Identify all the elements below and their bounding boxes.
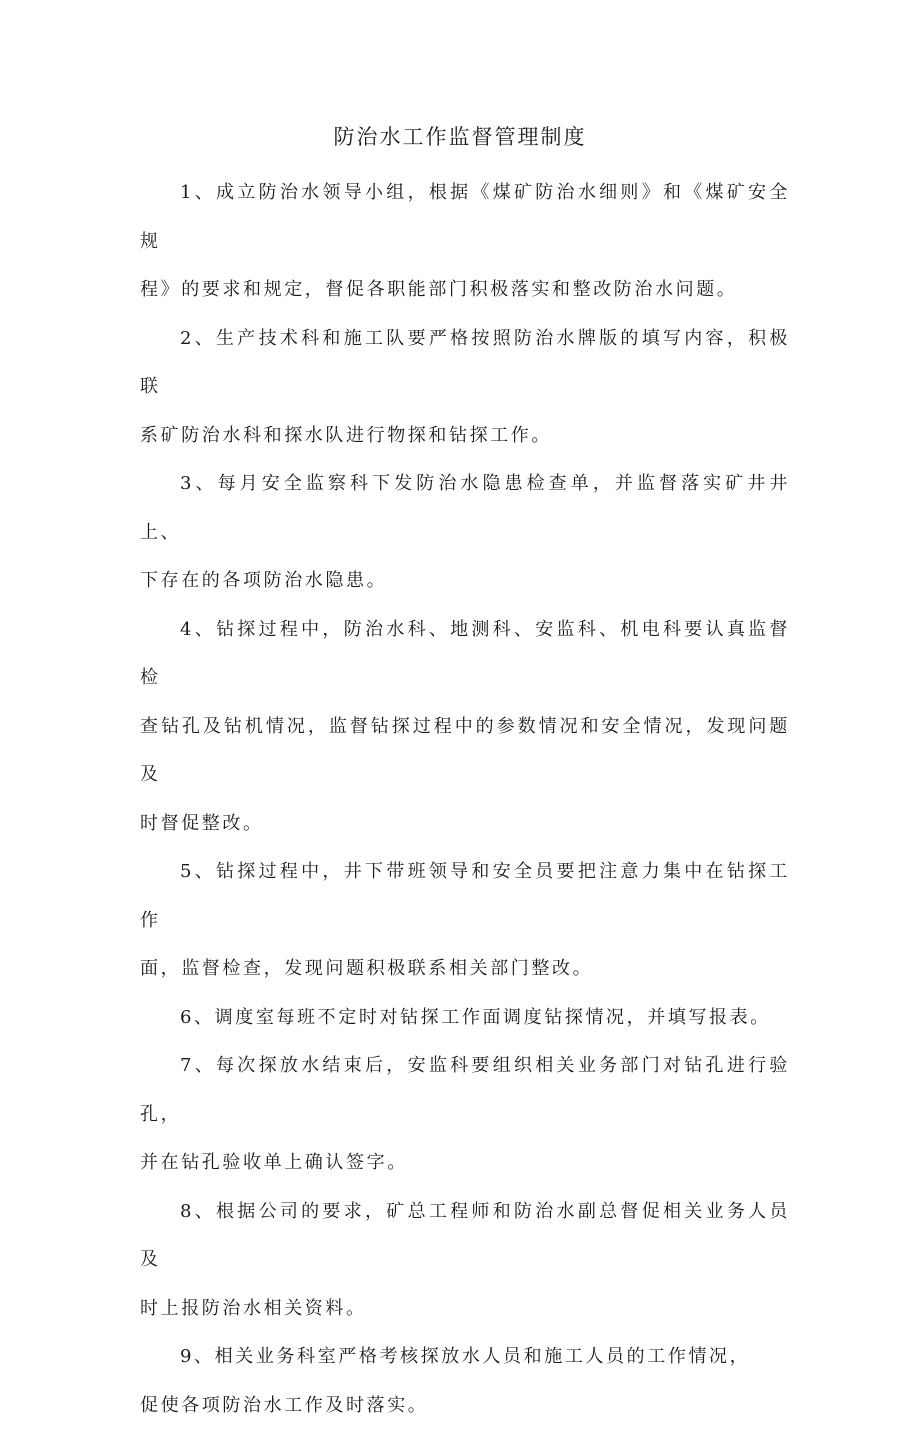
paragraph-4 [140, 606, 790, 849]
paragraph-line: 程》的要求和规定，督促各职能部门积极落实和整改防治水问题。 [140, 266, 790, 315]
paragraph-line: 并在钻孔验收单上确认签字。 [140, 1139, 790, 1188]
paragraph-line: 系矿防治水科和探水队进行物探和钻探工作。 [140, 412, 790, 461]
paragraph-line: 查钻孔及钻机情况，监督钻探过程中的参数情况和安全情况，发现问题及 [140, 703, 790, 800]
paragraph-line: 时上报防治水相关资料。 [140, 1285, 790, 1334]
document-body [140, 169, 790, 1430]
document-title: 防治水工作监督管理制度 [0, 121, 920, 153]
paragraph-line: 9、相关业务科室严格考核探放水人员和施工人员的工作情况， [140, 1333, 790, 1382]
paragraph-8 [140, 1188, 790, 1334]
paragraph-2 [140, 315, 790, 461]
paragraph-line: 2、生产技术科和施工队要严格按照防治水牌版的填写内容，积极联 [140, 315, 790, 412]
paragraph-line: 下存在的各项防治水隐患。 [140, 557, 790, 606]
paragraph-line: 8、根据公司的要求，矿总工程师和防治水副总督促相关业务人员及 [140, 1188, 790, 1285]
paragraph-9 [140, 1333, 790, 1430]
paragraph-line: 面，监督检查，发现问题积极联系相关部门整改。 [140, 945, 790, 994]
paragraph-1 [140, 169, 790, 315]
paragraph-line: 5、钻探过程中，井下带班领导和安全员要把注意力集中在钻探工作 [140, 848, 790, 945]
paragraph-line: 1、成立防治水领导小组，根据《煤矿防治水细则》和《煤矿安全规 [140, 169, 790, 266]
paragraph-7 [140, 1042, 790, 1188]
paragraph-line: 促使各项防治水工作及时落实。 [140, 1382, 790, 1430]
paragraph-line: 7、每次探放水结束后，安监科要组织相关业务部门对钻孔进行验孔， [140, 1042, 790, 1139]
paragraph-line: 3、每月安全监察科下发防治水隐患检查单，并监督落实矿井井上、 [140, 460, 790, 557]
paragraph-line: 时督促整改。 [140, 800, 790, 849]
paragraph-5 [140, 848, 790, 994]
paragraph-6 [140, 994, 790, 1043]
paragraph-line: 4、钻探过程中，防治水科、地测科、安监科、机电科要认真监督检 [140, 606, 790, 703]
paragraph-3 [140, 460, 790, 606]
paragraph-line: 6、调度室每班不定时对钻探工作面调度钻探情况，并填写报表。 [140, 994, 790, 1043]
